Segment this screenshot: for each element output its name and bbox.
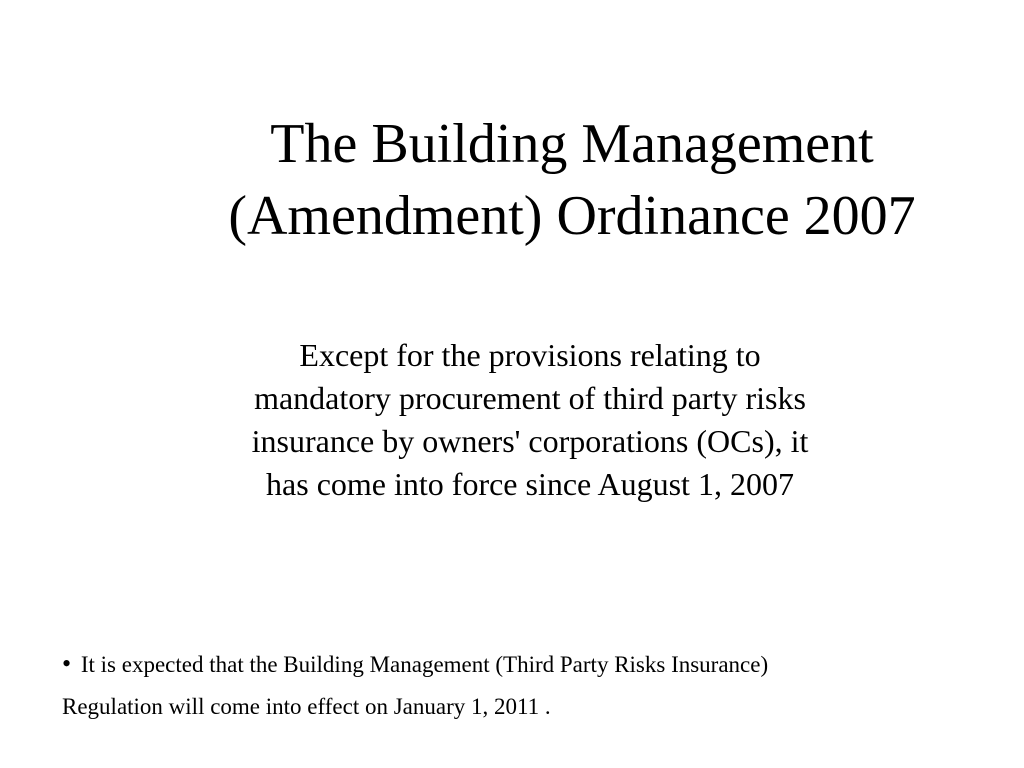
- slide-title-line: The Building Management: [270, 113, 874, 175]
- bullet-icon: •: [62, 649, 72, 678]
- slide-body-text: [130, 334, 930, 506]
- bullet-note-line: [62, 643, 1012, 686]
- slide-title: [60, 108, 1024, 252]
- body-text-line: has come into force since August 1, 2007: [266, 466, 794, 502]
- bullet-note-line: Regulation will come into effect on January 1, 2011 .: [62, 694, 551, 719]
- slide-title-line: (Amendment) Ordinance 2007: [228, 185, 916, 247]
- body-text-line: insurance by owners' corporations (OCs), it: [251, 423, 809, 459]
- body-text-line: Except for the provisions relating to: [299, 337, 761, 373]
- body-text-line: mandatory procurement of third party risks: [254, 380, 806, 416]
- bullet-note: [62, 643, 1012, 728]
- bullet-note-text: It is expected that the Building Management (Third Party Risks Insurance): [80, 652, 769, 677]
